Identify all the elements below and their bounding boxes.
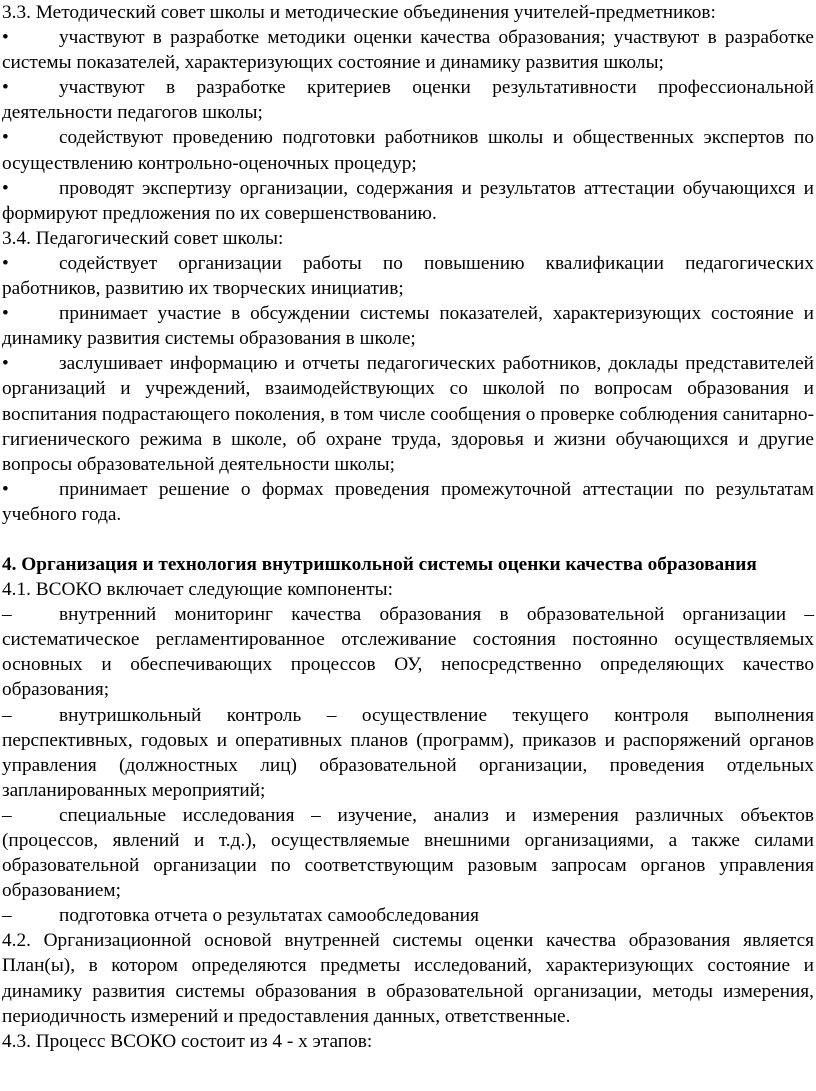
bullet-icon: • (2, 478, 9, 500)
section-3-3-title: 3.3. Методический совет школы и методические объединения учителей-предметников: (2, 2, 716, 23)
section-4-heading: 4. Организация и технология внутришкольной системы оценки качества образования (2, 553, 757, 575)
list-item (2, 75, 814, 125)
section-4-1-list (2, 602, 814, 928)
bullet-icon: • (2, 303, 9, 325)
bullet-icon: • (2, 27, 9, 49)
bullet-icon: • (2, 127, 9, 149)
list-item-text: внутренний мониторинг качества образования в образовательной организации – систематическое регламентированное отслеживание состояния постоянно осуществляемых основных и обеспечивающих процессов ОУ, непосредственно определяющих качество образования; (2, 604, 814, 701)
list-item-text: проводят экспертизу организации, содержания и результатов аттестации обучающихся и формируют предложения по их совершенствованию. (2, 177, 814, 224)
list-item-text: принимает решение о формах проведения промежуточной аттестации по результатам учебного года. (2, 478, 814, 525)
list-item (2, 477, 814, 527)
list-item (2, 703, 814, 803)
list-item-text: специальные исследования – изучение, анализ и измерения различных объектов (процессов, явлений и т.д.), осуществляемые внешними организациями, а также силами образовательной организации по соответствующим разовым запросам органов управления образованием; (2, 804, 814, 902)
section-3-4-title: 3.4. Педагогический совет школы: (2, 227, 284, 249)
list-item-text: заслушивает информацию и отчеты педагогических работников, доклады представителей организаций и учреждений, взаимодействующих со школой по вопросам образования и воспитания подрастающего поколения, в том числе сообщения о проверке соблюдения санитарно-гигиенического режима в школе, об охране труда, здоровья и жизни обучающихся и другие вопросы образовательной деятельности школы; (2, 353, 814, 475)
bullet-icon: • (2, 353, 9, 375)
list-item-text: подготовка отчета о результатах самообследования (59, 905, 479, 927)
list-item-text: принимает участие в обсуждении системы показателей, характеризующих состояние и динамику развития системы образования в школе; (2, 303, 814, 350)
dash-icon: – (2, 905, 12, 927)
list-item (2, 176, 814, 226)
list-item-text: участвуют в разработке методики оценки качества образования; участвуют в разработке системы показателей, характеризующих состояние и динамику развития школы; (2, 27, 814, 74)
section-4-1-title: 4.1. ВСОКО включает следующие компоненты: (2, 579, 393, 601)
bullet-icon: • (2, 77, 9, 99)
list-item (2, 125, 814, 175)
bullet-icon: • (2, 252, 9, 274)
bullet-icon: • (2, 177, 9, 199)
list-item (2, 301, 814, 351)
section-3-3-list (2, 25, 814, 226)
dash-icon: – (2, 604, 12, 626)
list-item (2, 25, 814, 75)
list-item-text: содействуют проведению подготовки работников школы и общественных экспертов по осуществлению контрольно-оценочных процедур; (2, 127, 814, 174)
section-4-2-paragraph: 4.2. Организационной основой внутренней системы оценки качества образования является План(ы), в котором определяются предметы исследований, характеризующих состояние и динамику развития системы образования в образовательной организации, методы измерения, периодичность измерений и предоставления данных, ответственные. (2, 930, 814, 1027)
list-item (2, 251, 814, 301)
list-item-text: участвуют в разработке критериев оценки результативности профессиональной деятельности педагогов школы; (2, 77, 814, 124)
list-item-text: содействует организации работы по повышению квалификации педагогических работников, развитию их творческих инициатив; (2, 252, 814, 300)
section-3-4-list (2, 251, 814, 527)
list-item (2, 351, 814, 476)
list-item (2, 602, 814, 702)
dash-icon: – (2, 804, 12, 826)
dash-icon: – (2, 704, 12, 726)
list-item-text: внутришкольный контроль – осуществление текущего контроля выполнения перспективных, годовых и оперативных планов (программ), приказов и распоряжений органов управления (должностных лиц) образовательной организации, проведения отдельных запланированных мероприятий; (2, 704, 814, 801)
list-item (2, 903, 814, 928)
section-4-3-paragraph: 4.3. Процесс ВСОКО состоит из 4 - х этапов: (2, 1030, 373, 1052)
blank-line (2, 527, 814, 552)
list-item (2, 803, 814, 903)
